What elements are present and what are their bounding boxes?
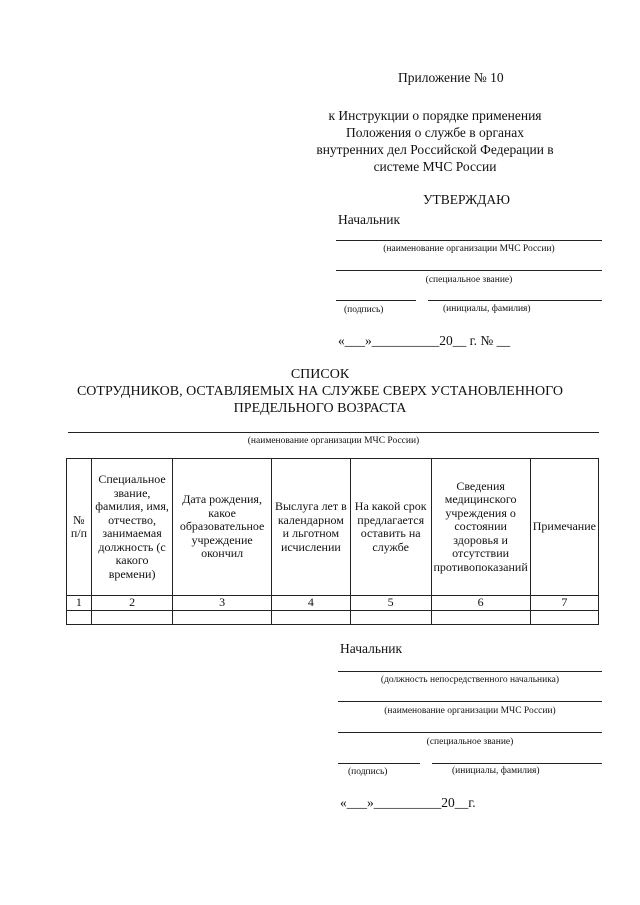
column-number: 2 xyxy=(91,596,173,611)
signature-line xyxy=(336,300,416,301)
table-header-row xyxy=(67,459,599,596)
footer-org-line xyxy=(338,701,602,702)
empty-cell xyxy=(67,610,92,624)
instruction-line: системе МЧС России xyxy=(373,159,497,174)
empty-cell xyxy=(91,610,173,624)
title-org-line xyxy=(68,432,599,433)
org-name-caption: (наименование организации МЧС России) xyxy=(383,244,555,254)
appendix-number: Приложение № 10 xyxy=(398,70,504,85)
column-header: Дата рождения, какое образовательное учреждение окончил xyxy=(173,459,272,596)
footer-org-caption: (наименование организации МЧС России) xyxy=(384,706,556,716)
footer-signature-line xyxy=(338,763,420,764)
instruction-line: внутренних дел Российской Федерации в xyxy=(316,142,554,157)
column-header: Сведения медицинского учреждения о состоянии здоровья и отсутствии противопоказаний xyxy=(431,459,530,596)
footer-name-caption: (инициалы, фамилия) xyxy=(452,766,540,776)
column-number: 1 xyxy=(67,596,92,611)
footer-name-line xyxy=(432,763,602,764)
rank-caption: (специальное звание) xyxy=(425,275,513,285)
name-line xyxy=(428,300,602,301)
empty-cell xyxy=(530,610,598,624)
employees-table xyxy=(66,458,599,625)
name-caption: (инициалы, фамилия) xyxy=(443,304,531,314)
column-number: 6 xyxy=(431,596,530,611)
instruction-reference xyxy=(300,107,570,175)
footer-signature-caption: (подпись) xyxy=(348,767,388,777)
column-number: 3 xyxy=(173,596,272,611)
title-line: СПИСОК xyxy=(290,367,350,382)
approval-date-line: «___»__________20__ г. № __ xyxy=(338,333,511,348)
signature-caption: (подпись) xyxy=(344,305,384,315)
footer-date-line: «___»__________20__г. xyxy=(340,795,476,810)
table-empty-row xyxy=(67,610,599,624)
rank-line xyxy=(336,270,602,271)
approval-chief-label: Начальник xyxy=(338,212,401,227)
empty-cell xyxy=(173,610,272,624)
footer-rank-line xyxy=(338,732,602,733)
empty-cell xyxy=(271,610,350,624)
footer-chief-label: Начальник xyxy=(340,641,403,656)
column-header: Примечание xyxy=(530,459,598,596)
column-header: На какой срок предлагается оставить на службе xyxy=(350,459,431,596)
empty-cell xyxy=(431,610,530,624)
document-title xyxy=(0,366,640,417)
org-name-line xyxy=(336,240,602,241)
column-header: № п/п xyxy=(67,459,92,596)
table-number-row xyxy=(67,596,599,611)
column-number: 7 xyxy=(530,596,598,611)
position-caption: (должность непосредственного начальника) xyxy=(380,675,560,685)
position-line xyxy=(338,671,602,672)
title-line: СОТРУДНИКОВ, ОСТАВЛЯЕМЫХ НА СЛУЖБЕ СВЕРХ УСТАНОВЛЕННОГО xyxy=(76,384,564,399)
instruction-line: Положения о службе в органах xyxy=(345,125,525,140)
approve-heading: УТВЕРЖДАЮ xyxy=(423,192,511,207)
column-number: 5 xyxy=(350,596,431,611)
column-header: Выслуга лет в календарном и льготном исчислении xyxy=(271,459,350,596)
empty-cell xyxy=(350,610,431,624)
column-header: Специальное звание, фамилия, имя, отчество, занимаемая должность (с какого времени) xyxy=(91,459,173,596)
title-org-caption: (наименование организации МЧС России) xyxy=(247,436,420,446)
title-line: ПРЕДЕЛЬНОГО ВОЗРАСТА xyxy=(233,401,407,416)
footer-rank-caption: (специальное звание) xyxy=(426,737,514,747)
column-number: 4 xyxy=(271,596,350,611)
instruction-line: к Инструкции о порядке применения xyxy=(328,108,542,123)
